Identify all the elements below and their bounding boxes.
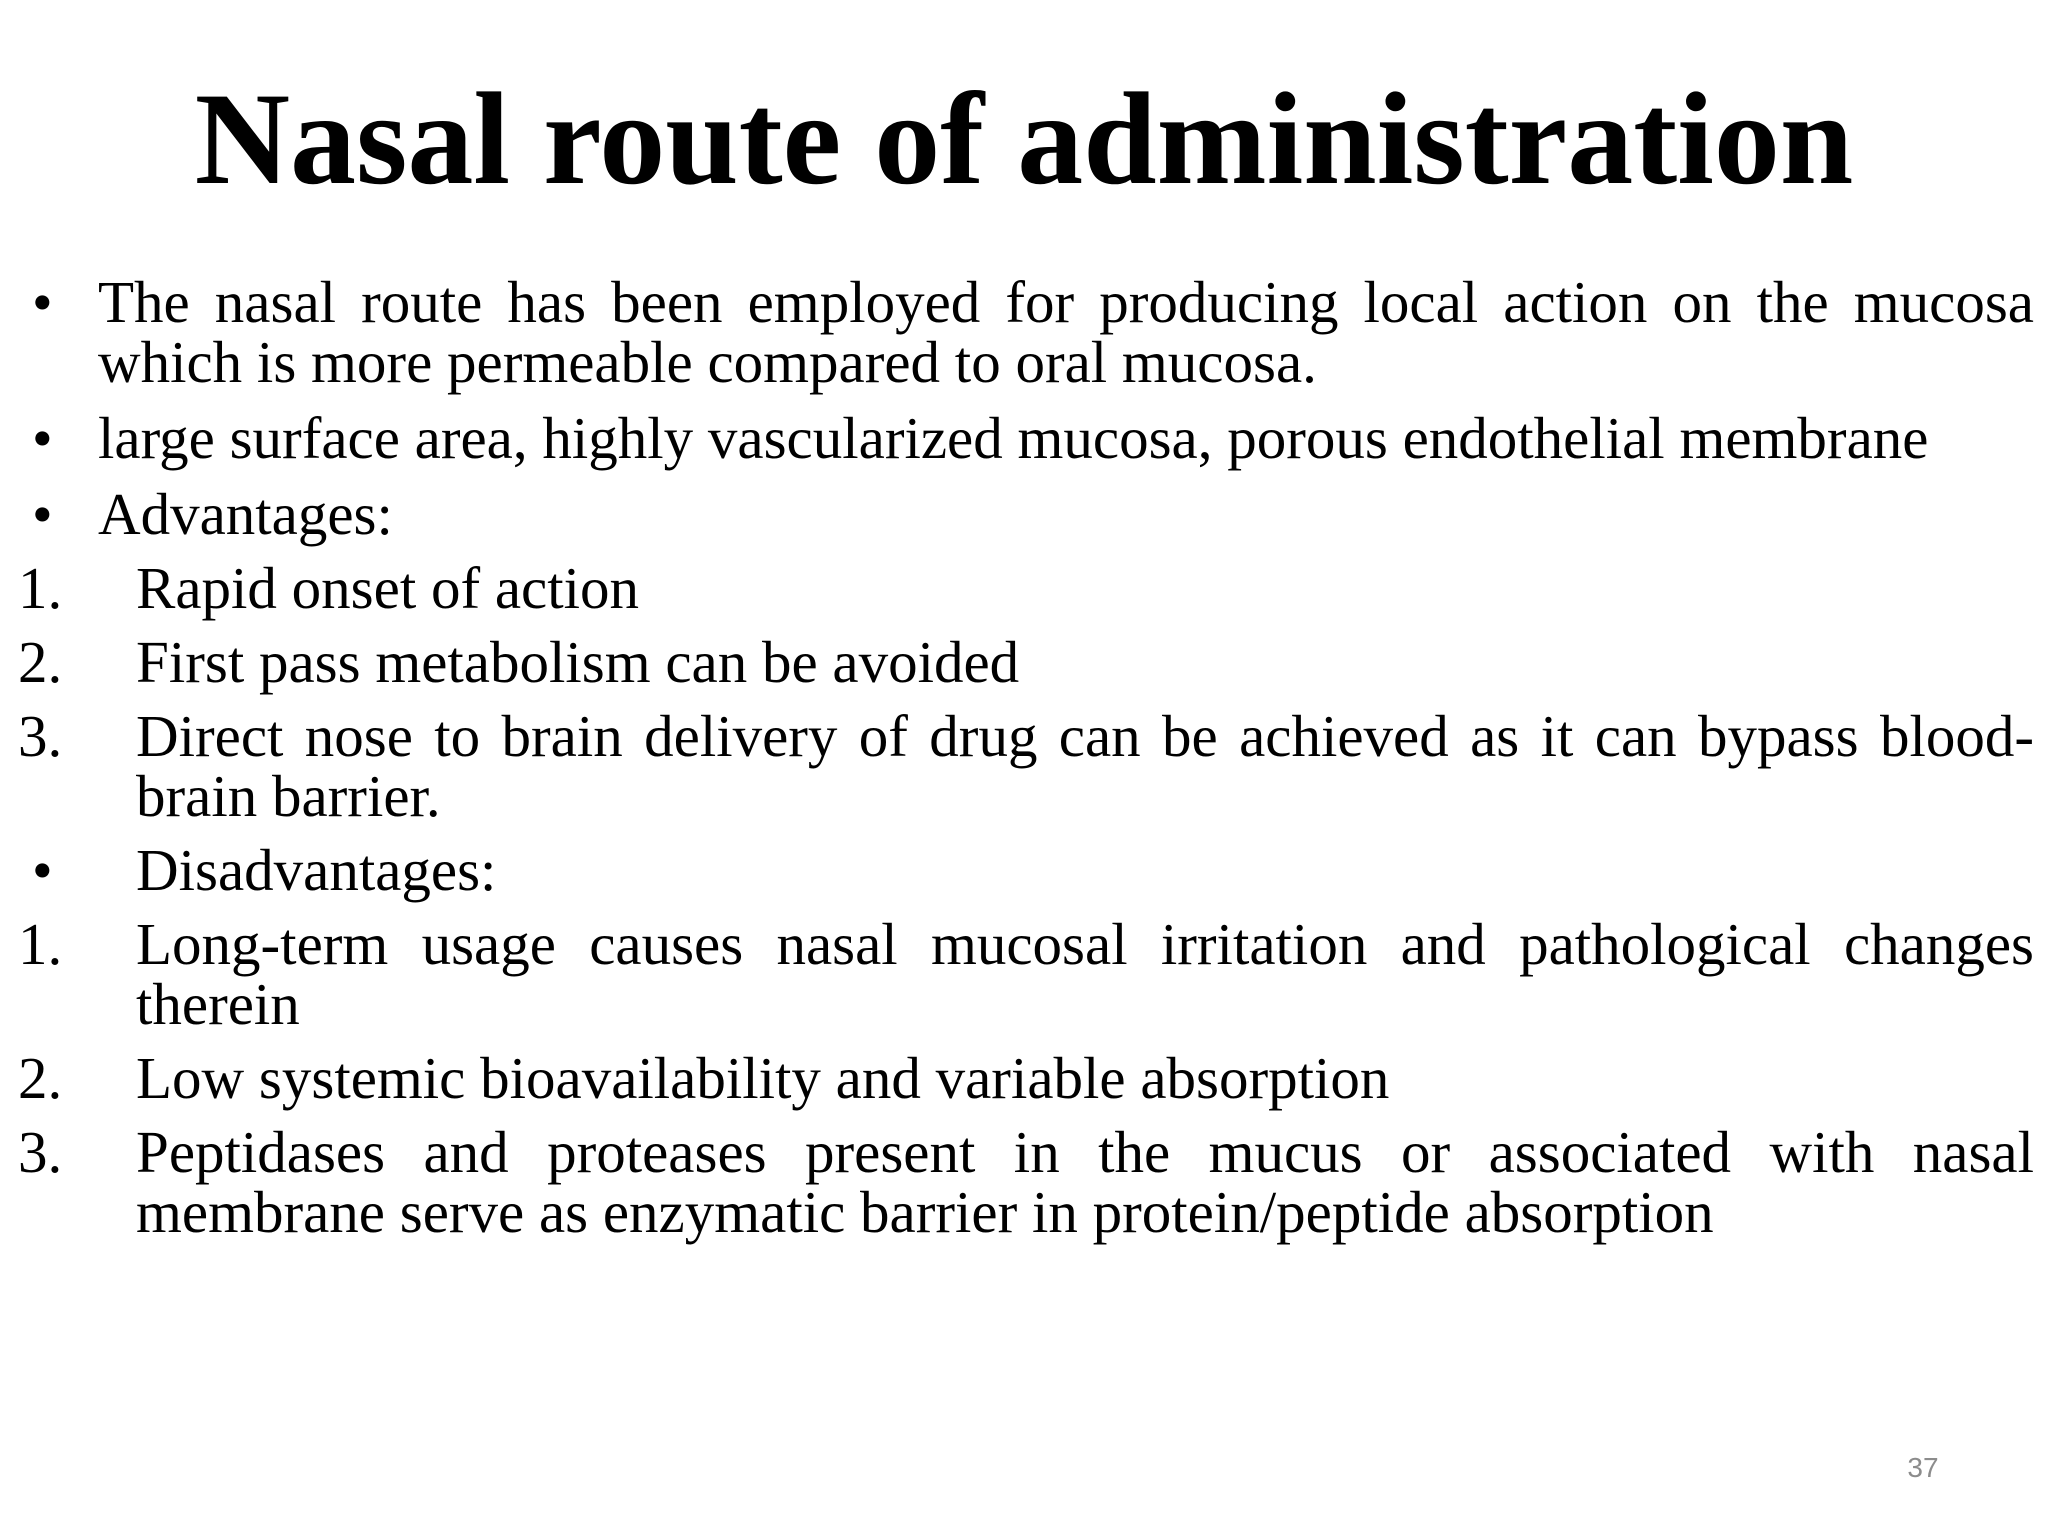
- disadvantage-item: [18, 1045, 2034, 1111]
- list-number: 2.: [18, 1045, 63, 1111]
- disadvantage-item: [18, 911, 2034, 1037]
- advantage-text: Direct nose to brain delivery of drug can be achieved as it can bypass blood-brain barrier.: [136, 703, 2034, 829]
- bullet-item: [18, 405, 2034, 471]
- bullet-marker: •: [32, 269, 53, 335]
- list-number: 1.: [18, 555, 63, 621]
- disadvantage-text: Low systemic bioavailability and variable absorption: [136, 1045, 1390, 1111]
- bullet-marker: •: [32, 481, 53, 547]
- disadvantages-heading: Disadvantages:: [136, 837, 497, 903]
- slide-title: Nasal route of administration: [194, 65, 1854, 212]
- list-number: 2.: [18, 629, 63, 695]
- bullet-text: The nasal route has been employed for producing local action on the mucosa which is more permeable compared to oral mucosa.: [98, 269, 2034, 395]
- disadvantage-item: [18, 1119, 2034, 1245]
- list-number: 3.: [18, 1119, 63, 1185]
- advantage-item: [18, 555, 2034, 621]
- list-number: 1.: [18, 911, 63, 977]
- bullet-marker: •: [32, 837, 53, 903]
- disadvantage-text: Long-term usage causes nasal mucosal irritation and pathological changes therein: [136, 911, 2034, 1037]
- advantage-item: [18, 629, 2034, 695]
- disadvantage-text: Peptidases and proteases present in the mucus or associated with nasal membrane serve as enzymatic barrier in protein/peptide absorption: [136, 1119, 2034, 1245]
- slide-body: [18, 269, 2034, 1245]
- bullet-item: [18, 837, 2034, 903]
- advantages-heading: Advantages:: [98, 481, 393, 547]
- list-number: 3.: [18, 703, 63, 769]
- bullet-item: [18, 269, 2034, 395]
- advantage-text: First pass metabolism can be avoided: [136, 629, 1020, 695]
- bullet-item: [18, 481, 2034, 547]
- advantage-text: Rapid onset of action: [136, 555, 640, 621]
- advantage-item: [18, 703, 2034, 829]
- page-number: 37: [1907, 1452, 1939, 1483]
- bullet-marker: •: [32, 405, 53, 471]
- bullet-text: large surface area, highly vascularized mucosa, porous endothelial membrane: [98, 405, 1929, 471]
